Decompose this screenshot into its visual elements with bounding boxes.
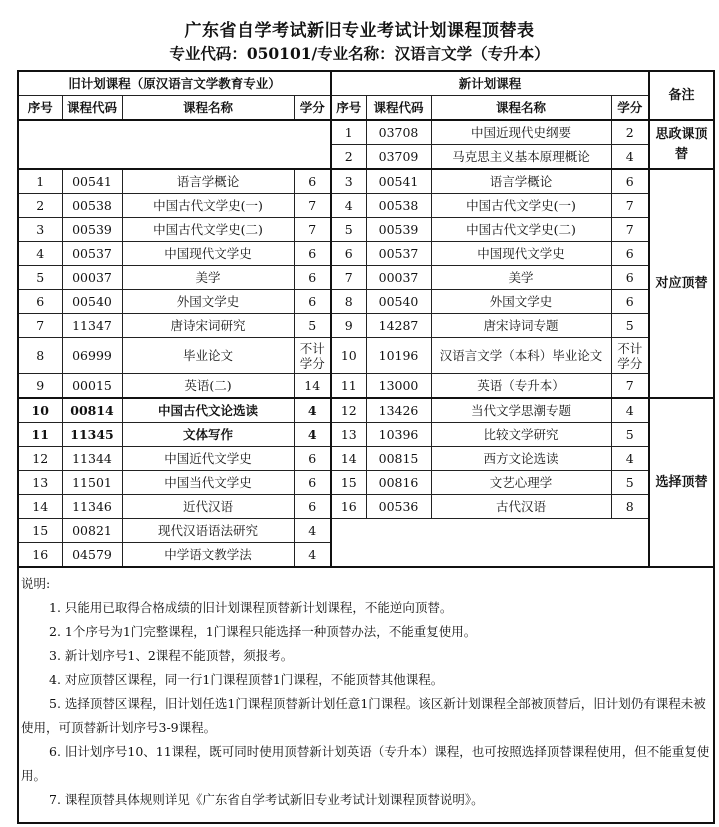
course-name: 马克思主义基本原理概论 [431, 145, 611, 170]
course-name: 中国古代文论选读 [122, 398, 294, 423]
course-code: 11501 [62, 471, 122, 495]
course-no: 15 [331, 471, 366, 495]
course-name: 美学 [122, 266, 294, 290]
table-row [18, 398, 714, 423]
course-credit: 5 [611, 423, 649, 447]
course-name: 中国现代文学史 [431, 242, 611, 266]
course-name: 唐宋诗词专题 [431, 314, 611, 338]
remark-cell: 选择顶替 [649, 398, 714, 567]
course-code: 00821 [62, 519, 122, 543]
table-row [18, 447, 714, 471]
course-name: 比较文学研究 [431, 423, 611, 447]
course-name: 中国近现代史纲要 [431, 120, 611, 145]
course-code: 00540 [62, 290, 122, 314]
col-header-name: 课程名称 [431, 96, 611, 121]
table-row [18, 423, 714, 447]
course-name: 现代汉语语法研究 [122, 519, 294, 543]
course-credit: 4 [294, 519, 331, 543]
course-no: 3 [331, 169, 366, 194]
course-no: 6 [331, 242, 366, 266]
course-code: 00815 [366, 447, 431, 471]
course-credit: 7 [294, 194, 331, 218]
course-name: 古代汉语 [431, 495, 611, 519]
course-no: 9 [331, 314, 366, 338]
course-no: 4 [331, 194, 366, 218]
course-credit: 不计学分 [611, 338, 649, 374]
col-header-credit: 学分 [294, 96, 331, 121]
course-code: 00541 [62, 169, 122, 194]
course-no: 11 [331, 374, 366, 399]
course-name: 中学语文教学法 [122, 543, 294, 568]
course-no: 11 [18, 423, 62, 447]
course-name: 近代汉语 [122, 495, 294, 519]
course-no: 16 [18, 543, 62, 568]
course-code: 11344 [62, 447, 122, 471]
note-item: 7. 课程顶替具体规则详见《广东省自学考试新旧专业考试计划课程顶替说明》。 [49, 792, 484, 807]
course-credit: 6 [294, 169, 331, 194]
course-no: 6 [18, 290, 62, 314]
course-no: 2 [18, 194, 62, 218]
course-name: 唐诗宋词研究 [122, 314, 294, 338]
course-name: 语言学概论 [431, 169, 611, 194]
course-no: 8 [331, 290, 366, 314]
course-name: 语言学概论 [122, 169, 294, 194]
course-no: 13 [18, 471, 62, 495]
document-title: 广东省自学考试新旧专业考试计划课程顶替表 [184, 21, 535, 41]
course-no: 15 [18, 519, 62, 543]
table-row [18, 338, 714, 374]
col-header-name: 课程名称 [122, 96, 294, 121]
course-credit: 4 [611, 447, 649, 471]
course-credit: 5 [611, 471, 649, 495]
course-code: 00015 [62, 374, 122, 399]
table-row [18, 519, 714, 543]
course-credit: 4 [294, 423, 331, 447]
course-credit: 4 [294, 543, 331, 568]
course-credit: 4 [294, 398, 331, 423]
course-no: 12 [18, 447, 62, 471]
course-name: 英语（专升本） [431, 374, 611, 399]
note-item: 5. 选择顶替区课程，旧计划任选1门课程顶替新计划任意1门课程。该区新计划课程全部被顶替后，旧计划仍有课程未被使用，可顶替新计划序号3-9课程。 [21, 696, 706, 735]
course-credit: 7 [611, 218, 649, 242]
course-code: 10396 [366, 423, 431, 447]
course-code: 00037 [366, 266, 431, 290]
course-code: 13000 [366, 374, 431, 399]
course-code: 00539 [366, 218, 431, 242]
course-credit: 6 [611, 290, 649, 314]
table-row [18, 471, 714, 495]
table-row [18, 218, 714, 242]
remark-cell: 对应顶替 [649, 169, 714, 398]
course-name: 中国古代文学史(一) [431, 194, 611, 218]
course-credit: 6 [611, 266, 649, 290]
course-code: 00537 [62, 242, 122, 266]
course-credit: 5 [611, 314, 649, 338]
course-code: 00538 [62, 194, 122, 218]
course-name: 当代文学思潮专题 [431, 398, 611, 423]
course-no: 3 [18, 218, 62, 242]
table-row [18, 374, 714, 399]
course-no: 14 [331, 447, 366, 471]
course-credit: 6 [294, 290, 331, 314]
course-code: 10196 [366, 338, 431, 374]
course-name: 外国文学史 [122, 290, 294, 314]
table-row [18, 290, 714, 314]
course-name: 毕业论文 [122, 338, 294, 374]
course-code: 03708 [366, 120, 431, 145]
course-name: 中国古代文学史(二) [122, 218, 294, 242]
course-code: 06999 [62, 338, 122, 374]
course-credit: 7 [611, 194, 649, 218]
col-header-no: 序号 [331, 96, 366, 121]
course-no: 14 [18, 495, 62, 519]
course-credit: 7 [611, 374, 649, 399]
course-code: 00536 [366, 495, 431, 519]
course-code: 00541 [366, 169, 431, 194]
note-item: 6. 旧计划序号10、11课程，既可同时使用顶替新计划英语（专升本）课程，也可按照选择顶替课程使用，但不能重复使用。 [21, 744, 710, 783]
course-code: 00539 [62, 218, 122, 242]
course-name: 汉语言文学（本科）毕业论文 [431, 338, 611, 374]
table-row [18, 120, 714, 145]
notes-section [18, 567, 714, 823]
table-row [18, 495, 714, 519]
document-subtitle: 专业代码：050101/专业名称：汉语言文学（专升本） [169, 44, 550, 63]
course-credit: 6 [294, 242, 331, 266]
col-header-code: 课程代码 [366, 96, 431, 121]
course-no: 1 [18, 169, 62, 194]
course-name: 中国现代文学史 [122, 242, 294, 266]
course-credit: 不计学分 [294, 338, 331, 374]
course-no: 12 [331, 398, 366, 423]
table-row [18, 314, 714, 338]
course-code: 00814 [62, 398, 122, 423]
course-credit: 8 [611, 495, 649, 519]
note-item: 2. 1个序号为1门完整课程，1门课程只能选择一种顶替办法，不能重复使用。 [49, 624, 477, 639]
course-name: 文体写作 [122, 423, 294, 447]
course-name: 中国古代文学史(一) [122, 194, 294, 218]
course-no: 2 [331, 145, 366, 170]
course-no: 13 [331, 423, 366, 447]
course-no: 1 [331, 120, 366, 145]
course-code: 00538 [366, 194, 431, 218]
course-no: 10 [331, 338, 366, 374]
course-code: 11347 [62, 314, 122, 338]
course-credit: 7 [294, 218, 331, 242]
course-name: 中国近代文学史 [122, 447, 294, 471]
course-credit: 6 [294, 471, 331, 495]
course-name: 中国当代文学史 [122, 471, 294, 495]
course-name: 文艺心理学 [431, 471, 611, 495]
course-credit: 14 [294, 374, 331, 399]
remark-header: 备注 [649, 71, 714, 120]
course-credit: 6 [294, 495, 331, 519]
course-code: 11346 [62, 495, 122, 519]
course-code: 00816 [366, 471, 431, 495]
course-code: 11345 [62, 423, 122, 447]
table-row [18, 169, 714, 194]
table-row [18, 242, 714, 266]
empty-old-cell [18, 120, 331, 169]
course-credit: 6 [294, 266, 331, 290]
course-credit: 4 [611, 145, 649, 170]
course-code: 14287 [366, 314, 431, 338]
course-no: 8 [18, 338, 62, 374]
col-header-credit: 学分 [611, 96, 649, 121]
old-plan-header: 旧计划课程（原汉语言文学教育专业） [18, 71, 331, 96]
course-no: 16 [331, 495, 366, 519]
course-name: 外国文学史 [431, 290, 611, 314]
empty-new-cell [331, 519, 649, 568]
course-code: 13426 [366, 398, 431, 423]
course-credit: 2 [611, 120, 649, 145]
course-substitution-table [17, 70, 715, 824]
note-item: 3. 新计划序号1、2课程不能顶替，须报考。 [49, 648, 294, 663]
remark-cell: 思政课顶替 [649, 120, 714, 169]
col-header-no: 序号 [18, 96, 62, 121]
course-no: 5 [331, 218, 366, 242]
table-row [18, 266, 714, 290]
col-header-code: 课程代码 [62, 96, 122, 121]
course-credit: 6 [611, 242, 649, 266]
course-code: 03709 [366, 145, 431, 170]
table-row [18, 194, 714, 218]
course-name: 美学 [431, 266, 611, 290]
notes-heading: 说明: [21, 576, 51, 591]
course-code: 00537 [366, 242, 431, 266]
course-credit: 6 [611, 169, 649, 194]
course-no: 7 [331, 266, 366, 290]
note-item: 4. 对应顶替区课程，同一行1门课程顶替1门课程，不能顶替其他课程。 [49, 672, 444, 687]
course-no: 7 [18, 314, 62, 338]
course-no: 10 [18, 398, 62, 423]
course-name: 西方文论选读 [431, 447, 611, 471]
course-credit: 6 [294, 447, 331, 471]
course-code: 00037 [62, 266, 122, 290]
course-credit: 4 [611, 398, 649, 423]
course-no: 5 [18, 266, 62, 290]
course-name: 英语(二) [122, 374, 294, 399]
course-code: 04579 [62, 543, 122, 568]
course-code: 00540 [366, 290, 431, 314]
course-no: 9 [18, 374, 62, 399]
course-name: 中国古代文学史(二) [431, 218, 611, 242]
course-credit: 5 [294, 314, 331, 338]
course-no: 4 [18, 242, 62, 266]
note-item: 1. 只能用已取得合格成绩的旧计划课程顶替新计划课程，不能逆向顶替。 [49, 600, 453, 615]
new-plan-header: 新计划课程 [331, 71, 649, 96]
notes-row [18, 567, 714, 823]
